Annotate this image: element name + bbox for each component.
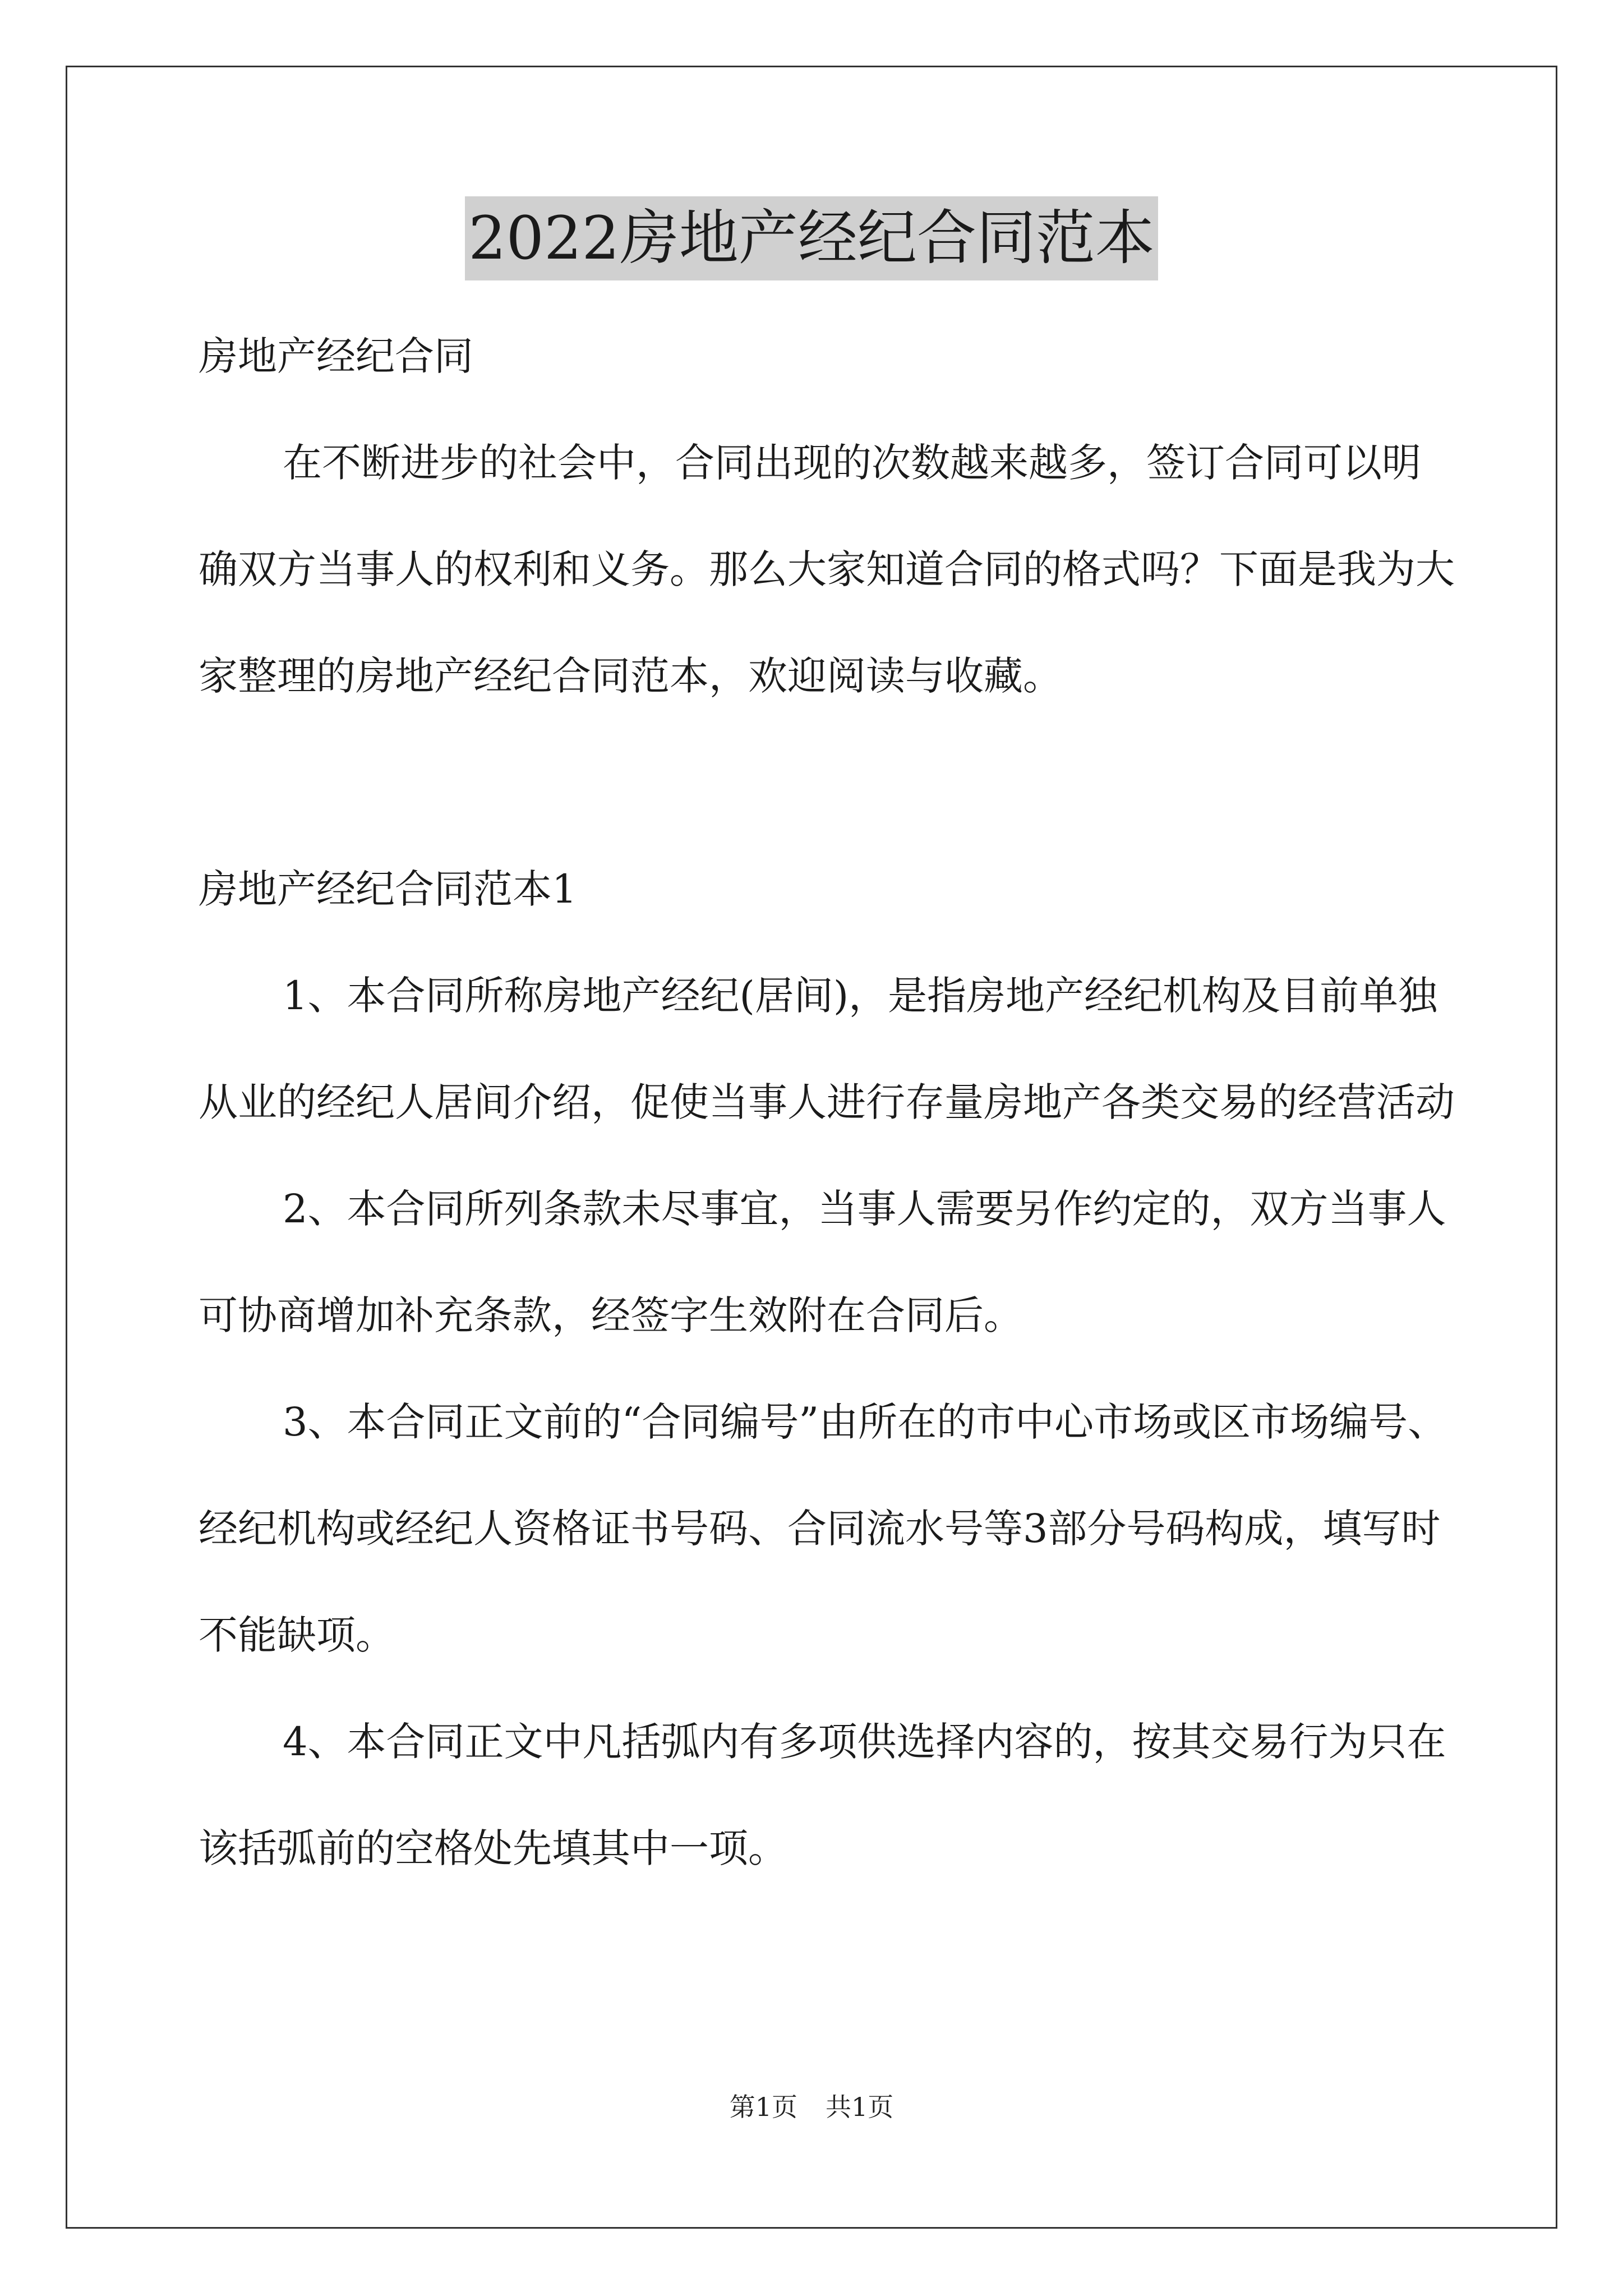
clause-paragraph: 1、本合同所称房地产经纪(居间)，是指房地产经纪机构及目前单独从业的经纪人居间介绍，促使当事人进行存量房地产各类交易的经营活动: [199, 973, 1455, 1125]
clause-paragraph: 2、本合同所列条款未尽事宜，当事人需要另作约定的，双方当事人可协商增加补充条款，经签字生效附在合同后。: [199, 1186, 1446, 1338]
document-title: 2022房地产经纪合同范本: [465, 196, 1158, 280]
page-number: 第1页: [729, 2092, 797, 2122]
page-total: 共1页: [826, 2092, 894, 2122]
paragraph-gap: [199, 729, 1455, 836]
clause-paragraph: 3、本合同正文前的“合同编号”由所在的市中心市场或区市场编号、经纪机构或经纪人资格证书号码、合同流水号等3部分号码构成，填写时不能缺项。: [199, 1399, 1447, 1658]
clause-paragraph: 4、本合同正文中凡括弧内有多项供选择内容的，按其交易行为只在该括弧前的空格处先填其中一项。: [199, 1719, 1446, 1871]
title-wrap: [0, 196, 1623, 280]
page-footer: [0, 2087, 1623, 2124]
section-heading: 房地产经纪合同: [199, 333, 473, 379]
intro-paragraph: 在不断进步的社会中，合同出现的次数越来越多，签订合同可以明确双方当事人的权利和义务。那么大家知道合同的格式吗？下面是我为大家整理的房地产经纪合同范本，欢迎阅读与收藏。: [199, 440, 1455, 699]
section-heading: 房地产经纪合同范本1: [199, 866, 577, 912]
document-body: [199, 303, 1455, 1902]
